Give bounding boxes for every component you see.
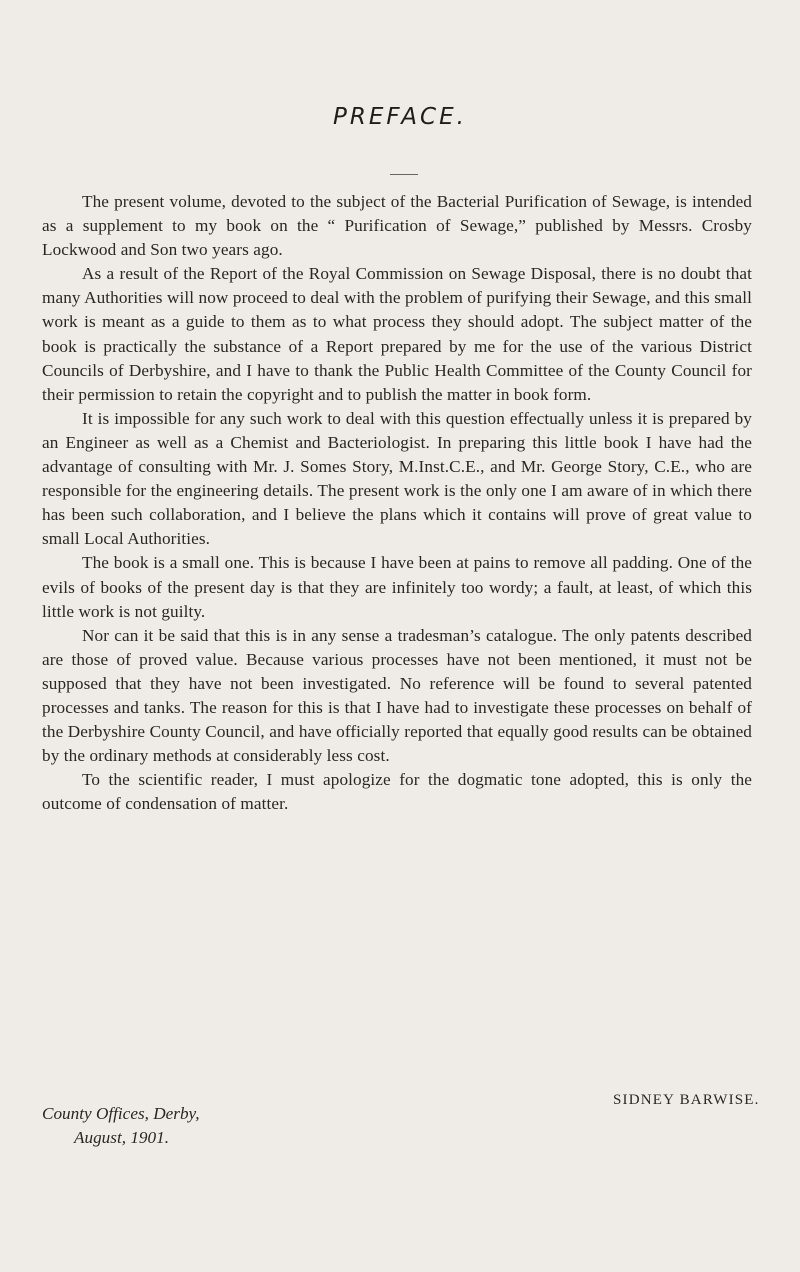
paragraph: As a result of the Report of the Royal Commission on Sewage Disposal, there is no doubt that many Authorities will now proceed to deal with the problem of purifying their Sewage, and this small work is meant as a guide to them as to what process they should adopt. The subject matter of the book is practically the substance of a Report prepared by me for the use of the various District Councils of Derbyshire, and I have to thank the Public Health Committee of the County Council for their permission to retain the copyright and to publish the matter in book form. xyxy=(42,264,752,404)
author-signature: SIDNEY BARWISE. xyxy=(613,1092,760,1108)
paragraph: Nor can it be said that this is in any sense a tradesman’s catalogue. The only patents described are those of proved value. Because various processes have not been mentioned, it must not be supposed that they have not been investigated. No reference will be found to several patented processes and tanks. The reason for this is that I have had to investigate these processes on behalf of the Derbyshire County Council, and have officially reported that equally good results can be obtained by the ordinary methods at considerably less cost. xyxy=(42,625,752,766)
preface-body xyxy=(42,190,752,816)
title-rule xyxy=(390,174,418,175)
signing-place: County Offices, Derby, xyxy=(42,1104,200,1123)
page-title: PREFACE. xyxy=(333,104,467,130)
signing-date: August, 1901. xyxy=(74,1128,170,1147)
paragraph: The book is a small one. This is because I have been at pains to remove all padding. One of the evils of books of the present day is that they are infinitely too wordy; a fault, at least, of which this little work is not guilty. xyxy=(42,553,752,621)
paragraph: The present volume, devoted to the subject of the Bacterial Purification of Sewage, is intended as a supplement to my book on the “ Purification of Sewage,” published by Messrs. Crosby Lockwood and Son two years ago. xyxy=(42,192,752,260)
paragraph: To the scientific reader, I must apologize for the dogmatic tone adopted, this is only the outcome of condensation of matter. xyxy=(42,770,752,814)
paragraph: It is impossible for any such work to deal with this question effectually unless it is prepared by an Engineer as well as a Chemist and Bacteriologist. In preparing this little book I have had the advantage of consulting with Mr. J. Somes Story, M.Inst.C.E., and Mr. George Story, C.E., who are responsible for the engineering details. The present work is the only one I am aware of in which there has been such collaboration, and I believe the plans which it contains will prove of great value to small Local Authorities. xyxy=(42,408,752,549)
